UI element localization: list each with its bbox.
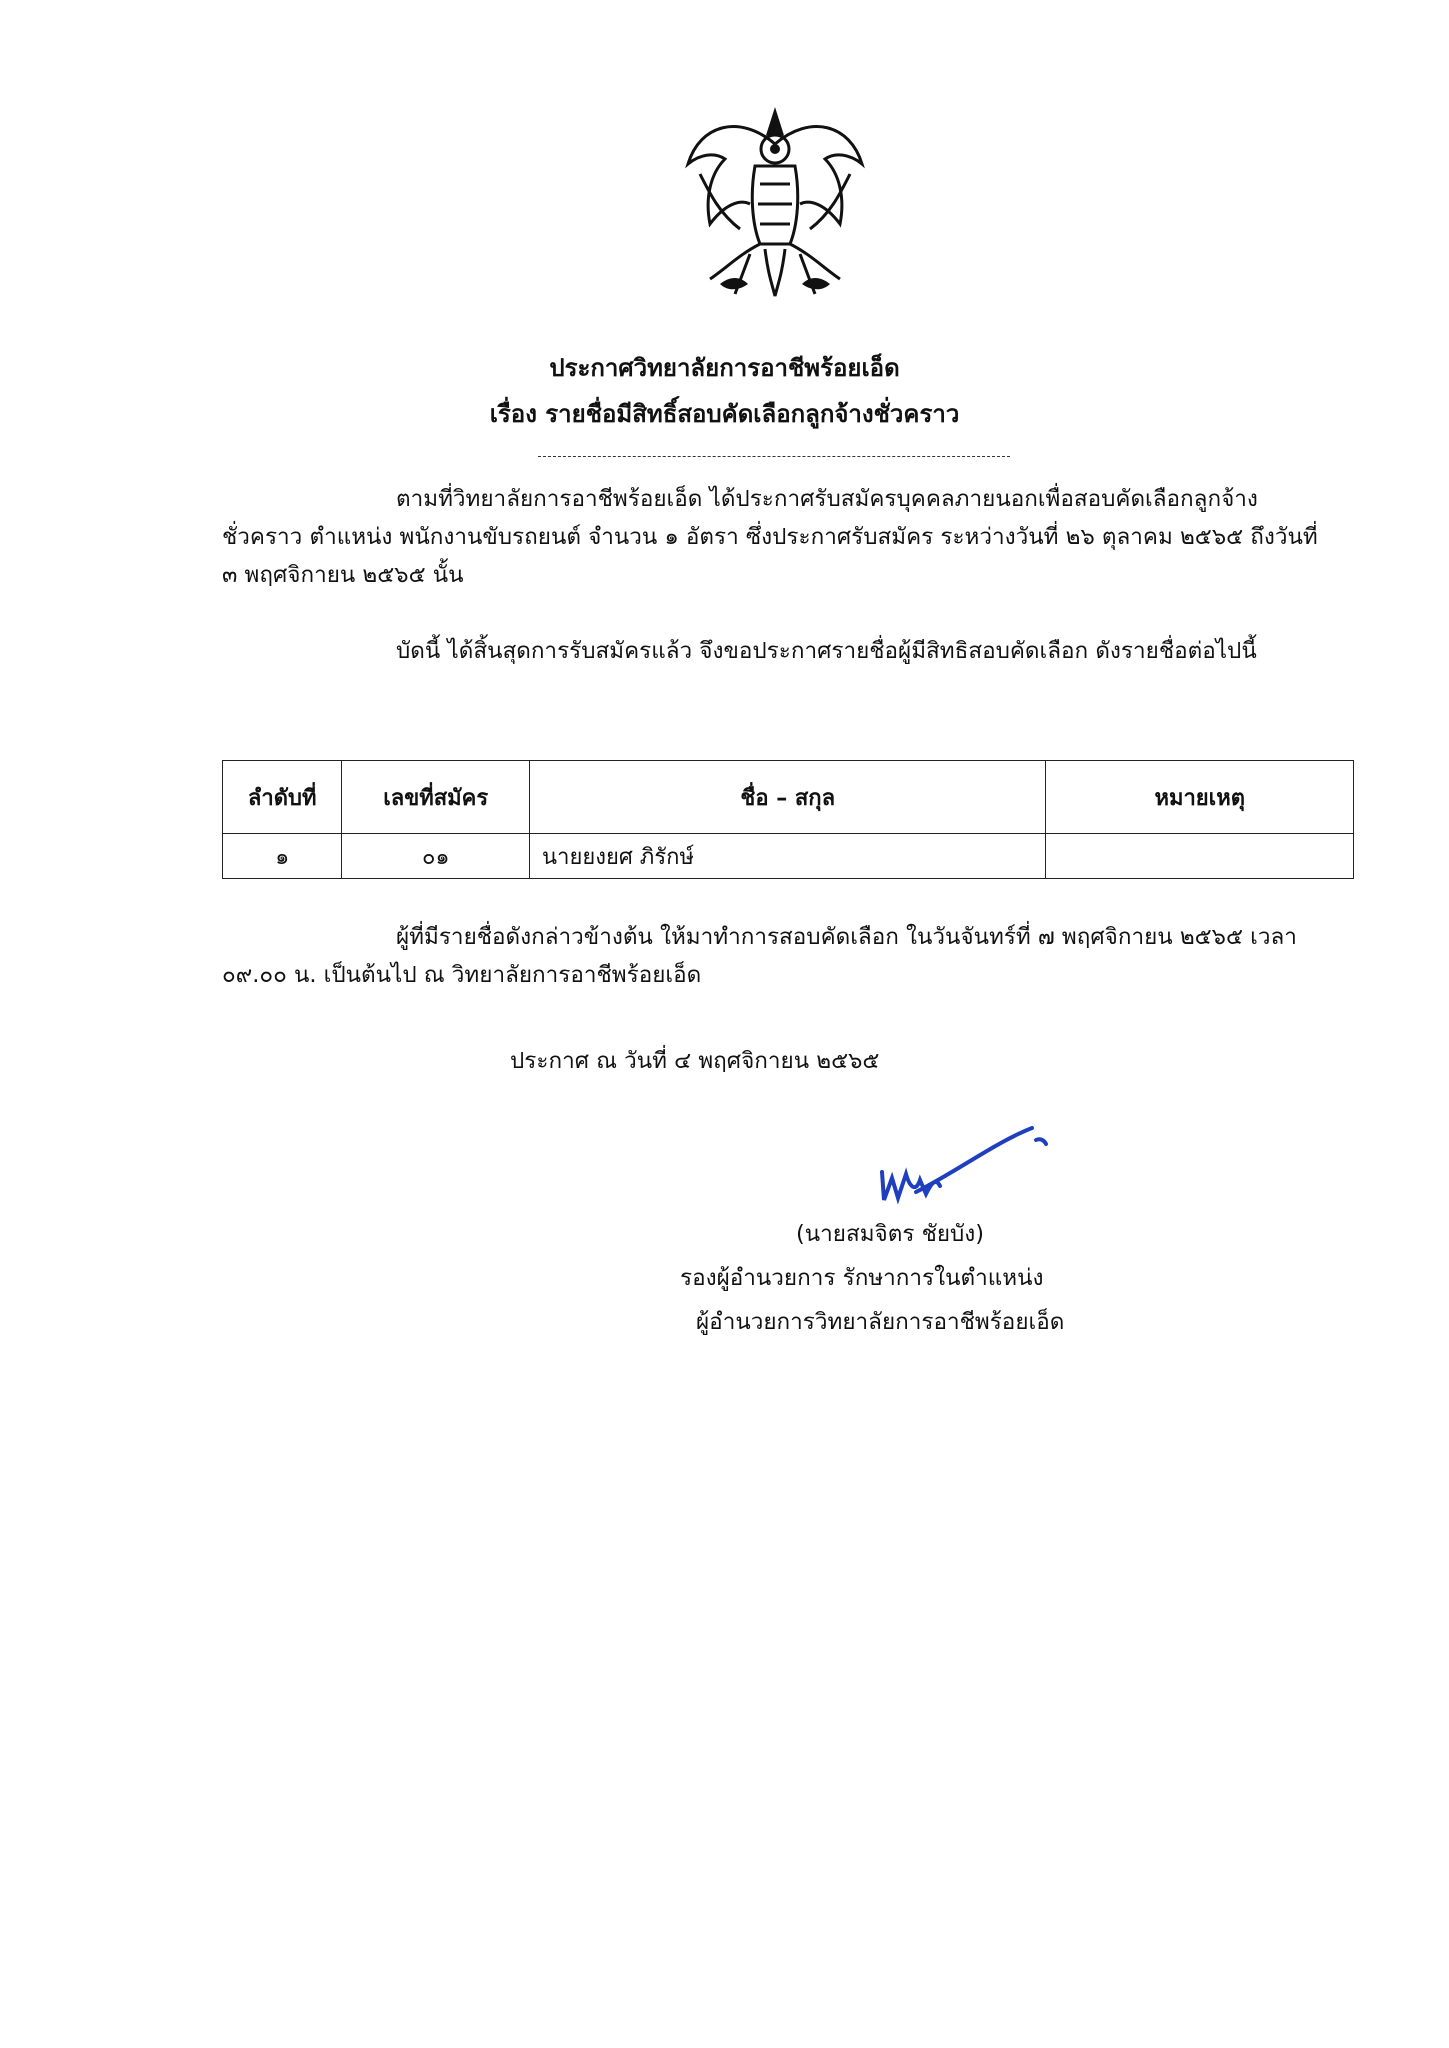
signer-name: (นายสมจิตร ชัยบัง) (796, 1221, 985, 1247)
column-header-name: ชื่อ – สกุล (530, 761, 1046, 834)
table-header-row (223, 761, 1354, 834)
announcement-date: ประกาศ ณ วันที่ ๔ พฤศจิกายน ๒๕๖๕ (510, 1048, 880, 1074)
paragraph-exam-schedule (222, 918, 1322, 994)
signer-position-2: ผู้อำนวยการวิทยาลัยการอาชีพร้อยเอ็ด (696, 1309, 1065, 1335)
column-header-application-no: เลขที่สมัคร (342, 761, 530, 834)
announcement-subject: เรื่อง รายชื่อมีสิทธิ์สอบคัดเลือกลูกจ้างชั่วคราว (489, 400, 960, 428)
cell-remarks (1046, 834, 1354, 879)
column-header-order: ลำดับที่ (223, 761, 342, 834)
paragraph-announcement (222, 632, 1322, 670)
candidate-table (222, 760, 1354, 879)
paragraph-intro-text: ตามที่วิทยาลัยการอาชีพร้อยเอ็ด ได้ประกาศรับสมัครบุคคลภายนอกเพื่อสอบคัดเลือกลูกจ้างชั่วคราว ตำแหน่ง พนักงานขับรถยนต์ จำนวน ๑ อัตรา ซึ่งประกาศรับสมัคร ระหว่างวันที่ ๒๖ ตุลาคม ๒๕๖๕ ถึงวันที่ ๓ พฤศจิกายน ๒๕๖๕ นั้น (222, 486, 1318, 588)
signer-position-1: รองผู้อำนวยการ รักษาการในตำแหน่ง (680, 1265, 1044, 1291)
paragraph-exam-schedule-text: ผู้ที่มีรายชื่อดังกล่าวข้างต้น ให้มาทำการสอบคัดเลือก ในวันจันทร์ที่ ๗ พฤศจิกายน ๒๕๖๕ เวลา ๐๙.๐๐ น. เป็นต้นไป ณ วิทยาลัยการอาชีพร้อยเอ็ด (222, 924, 1297, 988)
garuda-emblem-icon (680, 104, 870, 304)
cell-order: ๑ (223, 834, 342, 879)
column-header-remarks: หมายเหตุ (1046, 761, 1354, 834)
divider-line (538, 456, 1010, 457)
signature-mark (876, 1122, 1056, 1208)
cell-application-no: ๐๑ (342, 834, 530, 879)
cell-name: นายยงยศ ภิรักษ์ (530, 834, 1046, 879)
announcement-title: ประกาศวิทยาลัยการอาชีพร้อยเอ็ด (549, 354, 900, 382)
signature-block (680, 1212, 1140, 1344)
paragraph-intro (222, 480, 1322, 594)
table-row (223, 834, 1354, 879)
paragraph-announcement-text: บัดนี้ ได้สิ้นสุดการรับสมัครแล้ว จึงขอประกาศรายชื่อผู้มีสิทธิสอบคัดเลือก ดังรายชื่อต่อไปนี้ (396, 638, 1257, 664)
